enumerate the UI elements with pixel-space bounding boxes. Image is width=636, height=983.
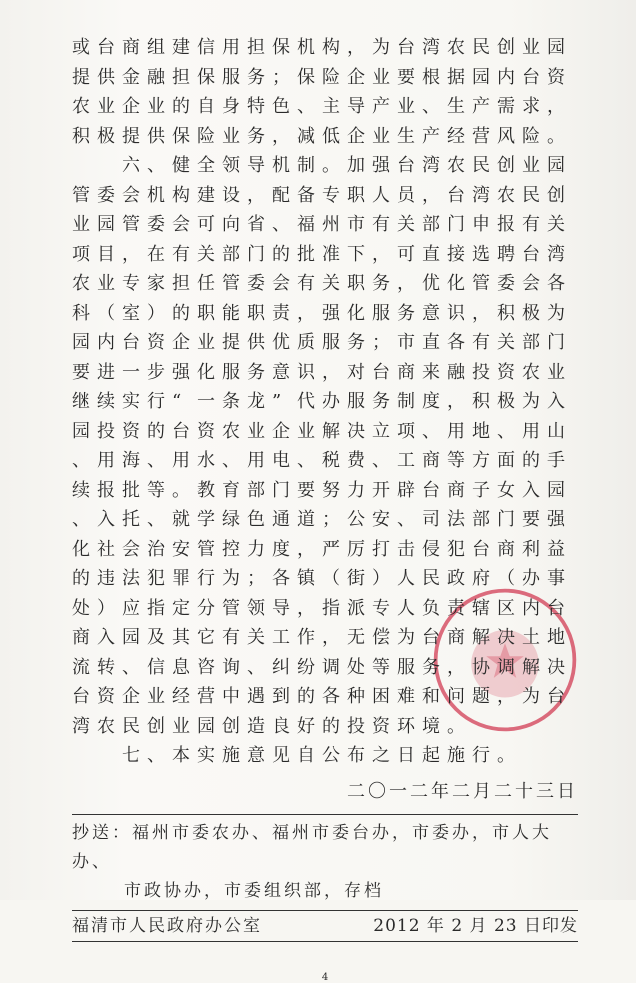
paragraph-effective-date: 七 、 本 实 施 意 见 自 公 布 之 日 起 施 行 。 xyxy=(122,745,515,766)
cc-recipients-line2: 市政协办，市委组织部，存档 xyxy=(124,880,384,901)
issuing-office: 福清市人民政府办公室 xyxy=(72,915,262,936)
cc-label: 抄送： xyxy=(72,822,132,843)
cc-block xyxy=(72,815,582,910)
divider-bottom xyxy=(72,941,578,942)
body-text xyxy=(72,33,582,771)
paragraph-leadership-mechanism: 六 、 健 全 领 导 机 制 。 加 强 台 湾 农 民 创 业 园管 委 会 机 构 建 设 ， 配 备 专 职 人 员 ， 台 湾 农 民 创业 园 管 委 会 可 向 省 、 福 州 市 有 关 部 门 申 报 有 关项 目 ， 在 有 关 部 门 的 批 准 下 ， 可 直 接 选 聘 台 湾农 业 专 家 担 任 管 委 会 有 关 职 务 ， 优 化 管 委 会 各科 （ 室 ） 的 职 能 职 责 ， 强 化 服 务 意 识 ， 积 极 为园 内 台 资 企 业 提 供 优 质 服 务 ； 市 直 各 有 关 部 门要 进 一 步 强 化 服 务 意 识 ， 对 台 商 来 融 投 资 农 业继 续 实 行 “ 一 条 龙 ” 代 办 服 务 制 度 ， 积 极 为 入园 投 资 的 台 资 农 业 企 业 解 决 立 项 、 用 地 、 用 山、 用 海 、 用 水 、 用 电 、 税 费 、 工 商 等 方 面 的 手续 报 批 等 。 教 育 部 门 要 努 力 开 辟 台 商 子 女 入 园、 入 托 、 就 学 绿 色 通 道 ； 公 安 、 司 法 部 门 要 强化 社 会 治 安 管 控 力 度 ， 严 厉 打 击 侵 犯 台 商 利 益的 违 法 犯 罪 行 为 ； 各 镇 （ 街 ） 人 民 政 府 （ 办 事处 ） 应 指 定 分 管 领 导 ， 指 派 专 人 负 责 辖 区 内 台商 入 园 及 其 它 有 关 工 作 ， 无 偿 为 台 商 解 决 土 地流 转 、 信 息 咨 询 、 纠 纷 调 处 等 服 务 ， 协 调 解 决台 资 企 业 经 营 中 遇 到 的 各 种 困 难 和 问 题 ， 为 台湾 农 民 创 业 园 创 造 良 好 的 投 资 环 境 。 xyxy=(72,155,565,737)
issue-row xyxy=(72,911,578,941)
cc-recipients-line1: 福州市委农办、福州市委台办，市委办，市人大办、 xyxy=(72,822,552,872)
signing-date: 二〇一二年二月二十三日 xyxy=(347,780,578,802)
paragraph-finance-guarantee: 或 台 商 组 建 信 用 担 保 机 构 ， 为 台 湾 农 民 创 业 园提 供 金 融 担 保 服 务 ； 保 险 企 业 要 根 据 园 内 台 资农 业 企 业 的 自 身 特 色 、 主 导 产 业 、 生 产 需 求 ，积 极 提 供 保 险 业 务 ， 减 低 企 业 生 产 经 营 风 险 。 xyxy=(72,37,565,147)
issued-date: 2012 年 2 月 23 日印发 xyxy=(373,915,578,936)
page-number: 4 xyxy=(321,971,329,983)
